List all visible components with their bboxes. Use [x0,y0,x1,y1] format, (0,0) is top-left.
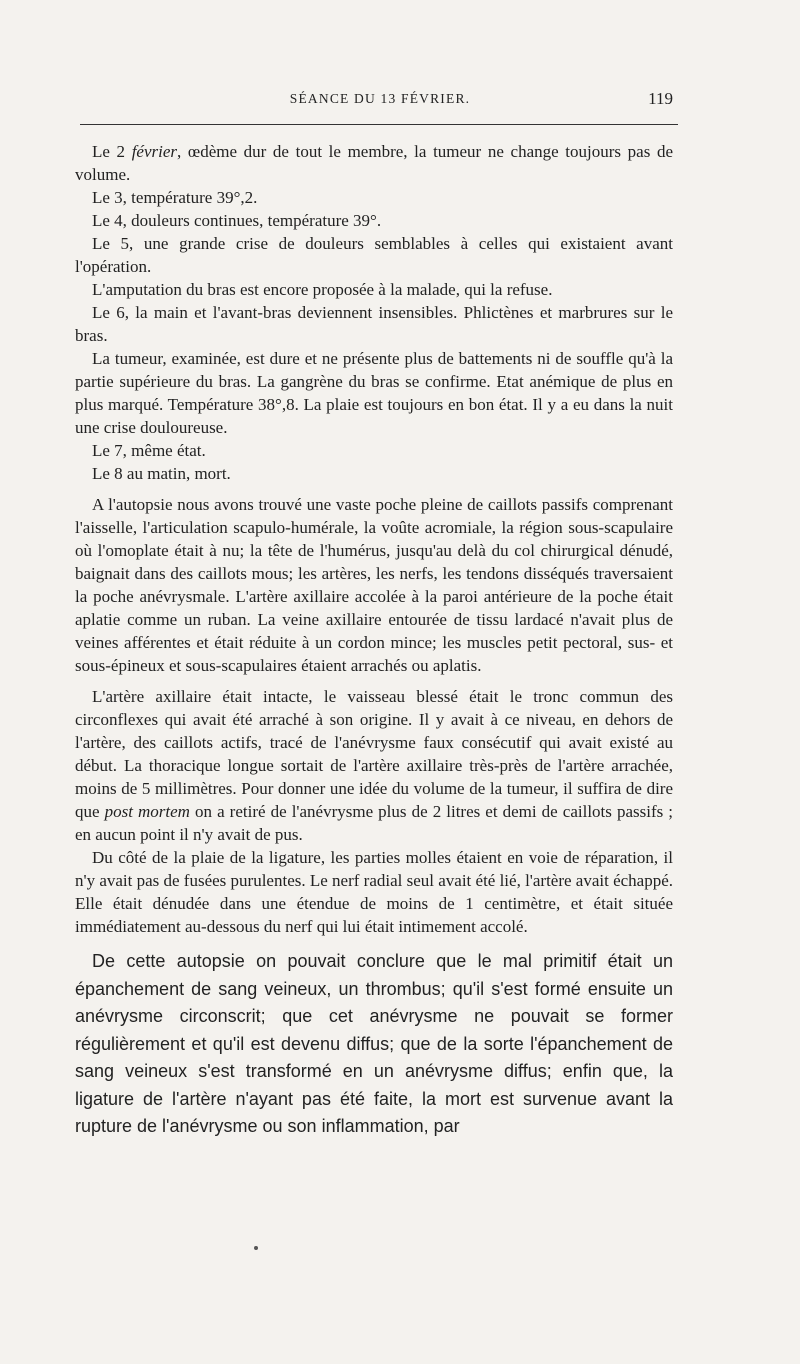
paragraph: L'artère axillaire était intacte, le vaisseau blessé était le tronc commun des circonflexes qui avait été arraché à son origine. Il y avait à ce niveau, en dehors de l'artère, des caillots actifs, tracé de l'anévrysme faux consécutif qui avait existé au début. La thoracique longue sortait de l'artère axillaire très-près de l'artère arrachée, moins de 5 millimètres. Pour donner une idée du volume de la tumeur, il suffira de dire que post mortem on a retiré de l'anévrysme plus de 2 litres et demi de caillots passifs ; en aucun point il n'y avait de pus. [75,687,674,844]
autopsy-paragraph: A l'autopsie nous avons trouvé une vaste poche pleine de caillots passifs comprenant l'aisselle, l'articulation scapulo-humérale, la voûte acromiale, la région sous-scapulaire où l'omoplate était à nu; la tête de l'humérus, jusqu'au delà du col chirurgical dénudé, baignait dans des caillots mous; les artères, les nerfs, les tendons disséqués traversaient la poche anévrysmale. L'artère axillaire accolée à la paroi antérieure de la poche était aplatie comme un ruban. La veine axillaire entourée de tissu lardacé n'avait plus de veines afférentes et était réduite à un cordon mince; les muscles petit pectoral, sus- et sous-épineux et sous-scapulaires étaient arrachés ou aplatis. [75,495,673,675]
running-title: SÉANCE DU 13 FÉVRIER. [289,91,471,106]
page-header [85,89,675,113]
paragraph: Le 8 au matin, mort. [92,464,231,483]
paragraph: L'amputation du bras est encore proposée à la malade, qui la refuse. [92,280,553,299]
body-text [75,140,673,1141]
emphasis: février [131,142,178,161]
paragraph: Le 4, douleurs continues, température 39°. [92,211,382,230]
conclusion-paragraph: De cette autopsie on pouvait conclure que le mal primitif était un épanchement de sang veineux, un thrombus; qu'il s'est formé ensuite un anévrysme circonscrit; que cet anévrysme ne pouvait se former régulièrement et qu'il est devenu diffus; que de la sorte l'épanchement de sang veineux s'est transformé en un anévrysme diffus; enfin que, la ligature de l'artère n'ayant pas été faite, la mort est survenue avant la rupture de l'anévrysme ou son inflammation, par [75,951,673,1136]
paragraph: Le 3, température 39°,2. [92,188,258,207]
header-rule [80,124,678,125]
emphasis: post mortem [104,802,190,821]
paragraph: La tumeur, examinée, est dure et ne présente plus de battements ni de souffle qu'à la partie supérieure du bras. La gangrène du bras se confirme. Etat anémique de plus en plus marqué. Température 38°,8. La plaie est toujours en bon état. Il y a eu dans la nuit une crise douloureuse. [75,349,673,437]
paragraph: Le 7, même état. [92,441,206,460]
paragraph: Le 2 février, œdème dur de tout le membre, la tumeur ne change toujours pas de volume. [75,142,673,184]
page-number: 119 [648,89,673,108]
paragraph: Le 6, la main et l'avant-bras deviennent insensibles. Phlictènes et marbrures sur le bras. [75,303,673,345]
paragraph: Du côté de la plaie de la ligature, les parties molles étaient en voie de réparation, il n'y avait pas de fusées purulentes. Le nerf radial seul avait été lié, l'artère avait échappé. Elle était dénudée dans une étendue de moins de 1 centimètre, et était située immédiatement au-dessous du nerf qui lui était intimement accolé. [75,848,674,936]
ink-speck [254,1246,258,1250]
paragraph: Le 5, une grande crise de douleurs semblables à celles qui existaient avant l'opération. [75,234,673,276]
